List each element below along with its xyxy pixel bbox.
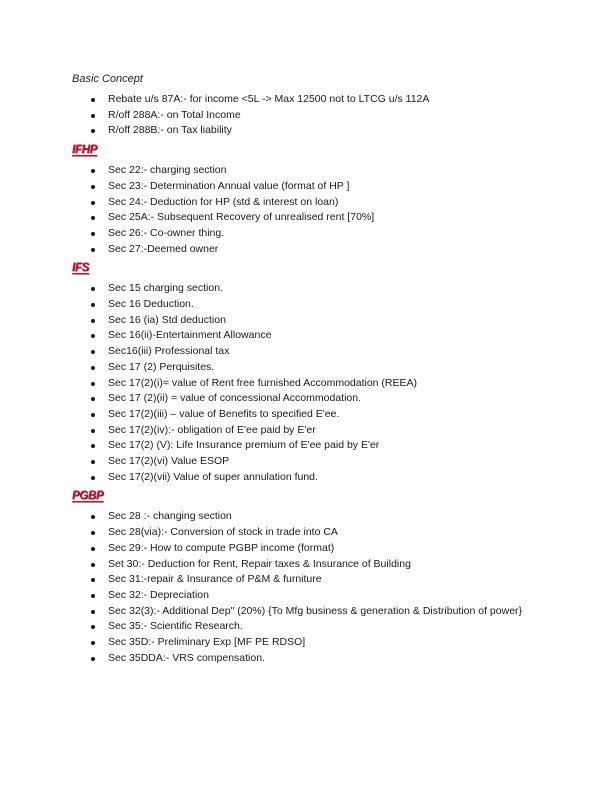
list-item: Sec 32(3):- Additional Dep" (20%) {To Mfg business & generation & Distribution of power} xyxy=(72,604,542,620)
list-item: Sec 17 (2) Perquisites. xyxy=(72,360,542,376)
bullet-icon xyxy=(91,563,95,567)
list-item: Sec 22:- charging section xyxy=(72,163,542,179)
list-item: Sec 31:-repair & Insurance of P&M & furniture xyxy=(72,572,542,588)
basic-concept-heading: Basic Concept xyxy=(72,73,143,85)
bullet-icon xyxy=(91,303,95,307)
bullet-icon xyxy=(91,334,95,338)
list-item: Sec 23:- Determination Annual value (format of HP ] xyxy=(72,179,542,195)
list-item: Sec 17(2)(vii) Value of super annulation fund. xyxy=(72,470,542,486)
list-item: Sec 26:- Co-owner thing. xyxy=(72,226,542,242)
list-item: Sec 25A:- Subsequent Recovery of unrealised rent [70%] xyxy=(72,210,542,226)
list-item: Sec 35D:- Preliminary Exp [MF PE RDSO] xyxy=(72,635,542,651)
list-item: Sec 16 (ia) Std deduction xyxy=(72,313,542,329)
pgbp-heading: PGBP xyxy=(72,490,104,503)
bullet-icon xyxy=(91,350,95,354)
bullet-icon xyxy=(91,232,95,236)
list-item: Sec 17(2)(vi) Value ESOP xyxy=(72,454,542,470)
ifs-list xyxy=(72,281,542,485)
bullet-icon xyxy=(91,366,95,370)
bullet-icon xyxy=(91,515,95,519)
list-item: Sec 35:- Scientific Research. xyxy=(72,619,542,635)
list-item: Sec 24:- Deduction for HP (std & interest on loan) xyxy=(72,195,542,211)
bullet-icon xyxy=(91,594,95,598)
bullet-icon xyxy=(91,625,95,629)
bullet-icon xyxy=(91,476,95,480)
list-item: Sec 17 (2)(ii) = value of concessional Accommodation. xyxy=(72,391,542,407)
bullet-icon xyxy=(91,287,95,291)
bullet-icon xyxy=(91,578,95,582)
bullet-icon xyxy=(91,319,95,323)
bullet-icon xyxy=(91,429,95,433)
list-item: Sec 28(via):- Conversion of stock in trade into CA xyxy=(72,525,542,541)
bullet-icon xyxy=(91,216,95,220)
notes-content xyxy=(72,72,542,669)
bullet-icon xyxy=(91,169,95,173)
ifs-heading: IFS xyxy=(72,262,89,275)
bullet-icon xyxy=(91,657,95,661)
bullet-icon xyxy=(91,460,95,464)
list-item: Sec 17(2) (V): Life Insurance premium of E'ee paid by E'er xyxy=(72,438,542,454)
ifhp-list xyxy=(72,163,542,257)
bullet-icon xyxy=(91,129,95,133)
list-item: Sec 28 :- changing section xyxy=(72,509,542,525)
list-item: Sec 16 Deduction. xyxy=(72,297,542,313)
list-item: Rebate u/s 87A:- for income <5L -> Max 12500 not to LTCG u/s 112A xyxy=(72,92,542,108)
bullet-icon xyxy=(91,98,95,102)
pgbp-list xyxy=(72,509,542,666)
list-item: R/off 288B:- on Tax liability xyxy=(72,123,542,139)
bullet-icon xyxy=(91,185,95,189)
ifhp-heading: IFHP xyxy=(72,144,97,157)
list-item: Sec 17(2)(iv):- obligation of E'ee paid by E'er xyxy=(72,423,542,439)
bullet-icon xyxy=(91,531,95,535)
bullet-icon xyxy=(91,610,95,614)
bullet-icon xyxy=(91,413,95,417)
bullet-icon xyxy=(91,641,95,645)
bullet-icon xyxy=(91,547,95,551)
list-item: Sec16(iii) Professional tax xyxy=(72,344,542,360)
list-item: Sec 16(ii)-Entertainment Allowance xyxy=(72,328,542,344)
bullet-icon xyxy=(91,248,95,252)
list-item: Sec 17(2)(i)= value of Rent free furnished Accommodation (REEA) xyxy=(72,376,542,392)
list-item: Sec 29:- How to compute PGBP income (format) xyxy=(72,541,542,557)
bullet-icon xyxy=(91,114,95,118)
list-item: Sec 35DDA:- VRS compensation. xyxy=(72,651,542,667)
bullet-icon xyxy=(91,444,95,448)
bullet-icon xyxy=(91,382,95,386)
list-item: Sec 15 charging section. xyxy=(72,281,542,297)
bullet-icon xyxy=(91,397,95,401)
bullet-icon xyxy=(91,201,95,205)
list-item: Sec 27:-Deemed owner xyxy=(72,242,542,258)
list-item: Set 30:- Deduction for Rent, Repair taxes & Insurance of Building xyxy=(72,557,542,573)
list-item: R/off 288A:- on Total Income xyxy=(72,108,542,124)
list-item: Sec 17(2)(iii) – value of Benefits to specified E'ee. xyxy=(72,407,542,423)
basic-concept-list xyxy=(72,92,542,139)
list-item: Sec 32:- Depreciation xyxy=(72,588,542,604)
